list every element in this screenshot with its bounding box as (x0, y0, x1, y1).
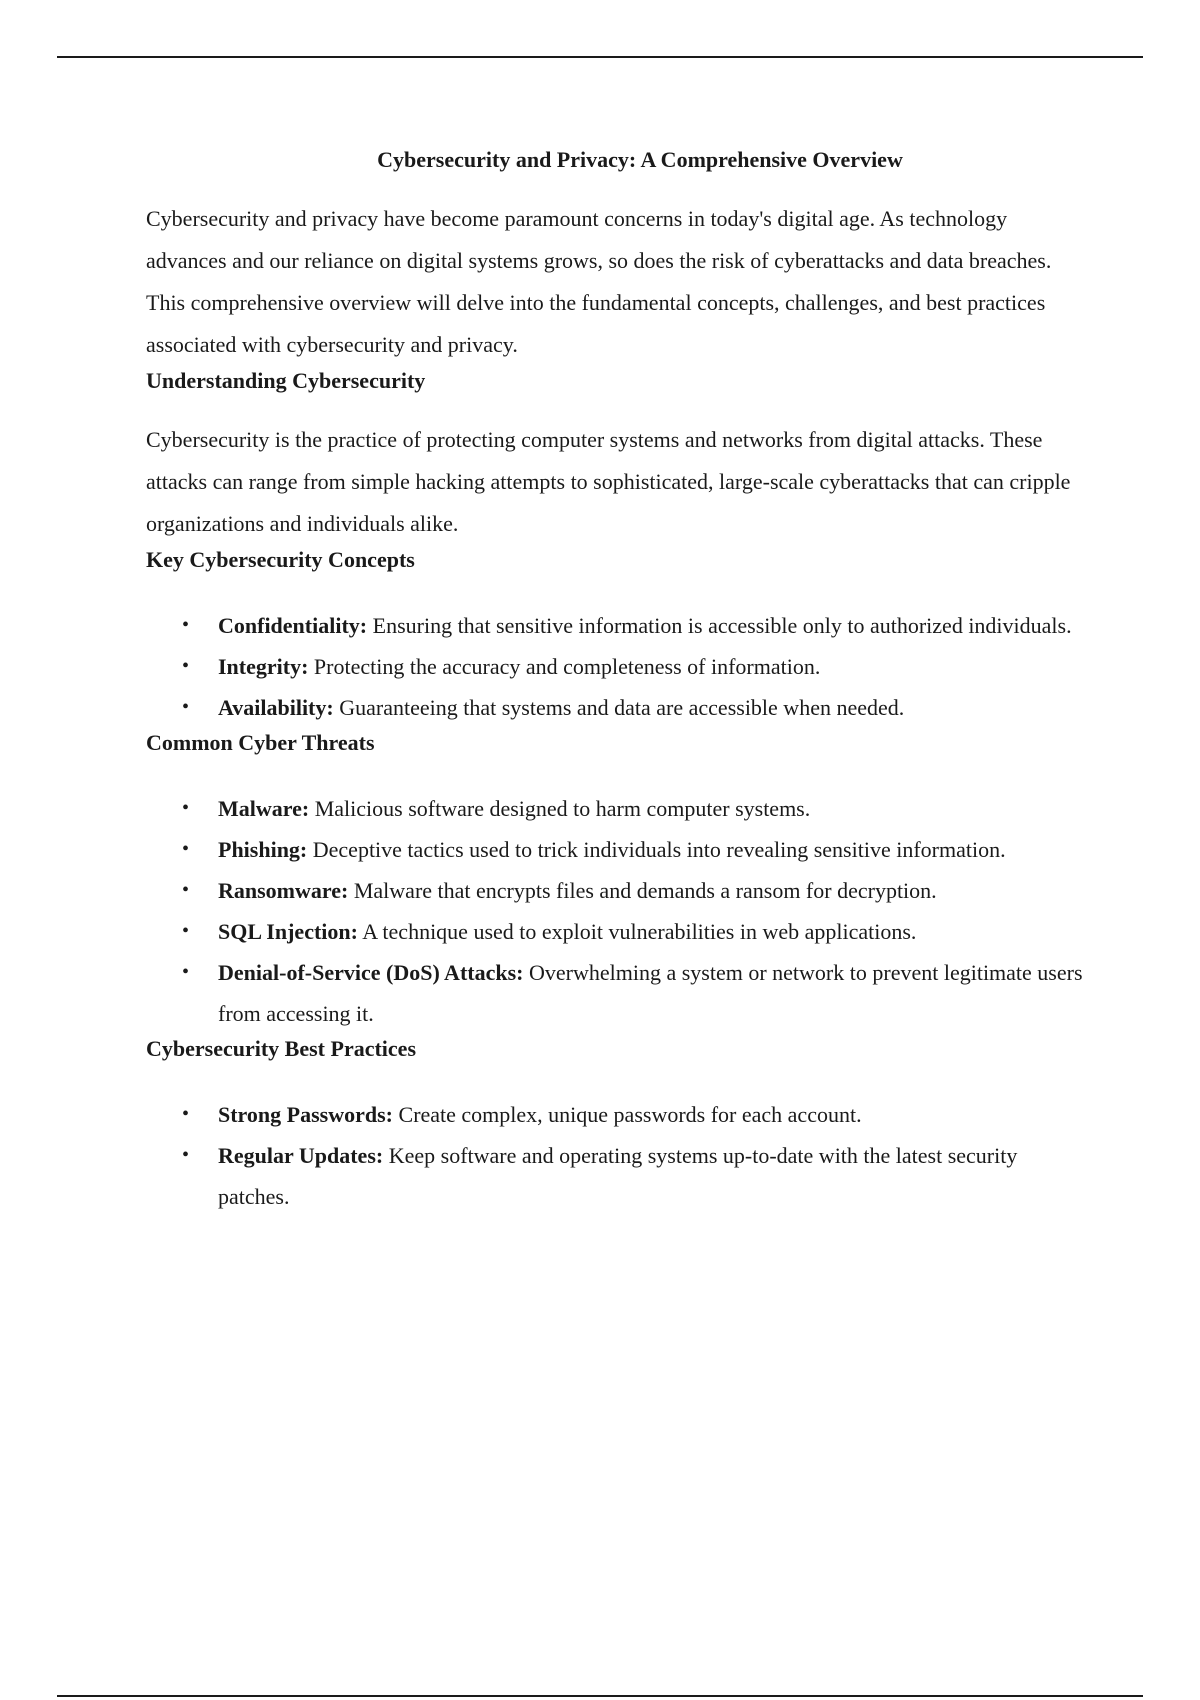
list-item (146, 911, 1086, 952)
bullet-icon: • (182, 696, 190, 718)
list-item (146, 870, 1086, 911)
document-body (146, 145, 1086, 1217)
document-title: Cybersecurity and Privacy: A Comprehensive Overview (377, 147, 903, 172)
list-item-desc: Malware that encrypts files and demands a ransom for decryption. (348, 878, 937, 903)
threats-list (146, 788, 1086, 1034)
concepts-list (146, 605, 1086, 728)
list-item-term: Availability: (218, 695, 334, 720)
list-item-desc: Malicious software designed to harm computer systems. (309, 796, 811, 821)
list-item-term: Confidentiality: (218, 613, 368, 638)
section-heading-practices: Cybersecurity Best Practices (146, 1036, 417, 1061)
list-item (146, 1135, 1086, 1217)
bullet-icon: • (182, 614, 190, 636)
bullet-icon: • (182, 879, 190, 901)
list-item-term: Regular Updates: (218, 1143, 384, 1168)
list-item-term: Integrity: (218, 654, 309, 679)
list-item-desc: Deceptive tactics used to trick individuals into revealing sensitive information. (307, 837, 1006, 862)
list-item-term: Malware: (218, 796, 310, 821)
bullet-icon: • (182, 797, 190, 819)
list-item (146, 646, 1086, 687)
understanding-paragraph: Cybersecurity is the practice of protecting computer systems and networks from digital attacks. These attacks can range from simple hacking attempts to sophisticated, large-scale cyberattacks that can cripple organizations and individuals alike. (146, 427, 1071, 536)
list-item-desc: Ensuring that sensitive information is accessible only to authorized individuals. (367, 613, 1072, 638)
list-item-desc: A technique used to exploit vulnerabilities in web applications. (357, 919, 917, 944)
bullet-icon: • (182, 838, 190, 860)
list-item-term: SQL Injection: (218, 919, 358, 944)
bullet-icon: • (182, 1103, 190, 1125)
footer-rule (57, 1695, 1143, 1697)
intro-paragraph: Cybersecurity and privacy have become paramount concerns in today's digital age. As technology advances and our reliance on digital systems grows, so does the risk of cyberattacks and data breaches. This comprehensive overview will delve into the fundamental concepts, challenges, and best practices associated with cybersecurity and privacy. (146, 206, 1052, 357)
list-item-term: Ransomware: (218, 878, 349, 903)
list-item-desc: Create complex, unique passwords for each account. (393, 1102, 862, 1127)
list-item-desc: Guaranteeing that systems and data are accessible when needed. (333, 695, 905, 720)
list-item-term: Strong Passwords: (218, 1102, 394, 1127)
list-item (146, 788, 1086, 829)
list-item-term: Denial-of-Service (DoS) Attacks: (218, 960, 524, 985)
list-item-desc: Keep software and operating systems up-to-date with the latest security patches. (218, 1143, 1018, 1209)
bullet-icon: • (182, 961, 190, 983)
bullet-icon: • (182, 1144, 190, 1166)
list-item (146, 687, 1086, 728)
list-item-term: Phishing: (218, 837, 308, 862)
list-item (146, 952, 1086, 1034)
section-heading-threats: Common Cyber Threats (146, 730, 375, 755)
bullet-icon: • (182, 920, 190, 942)
section-heading-understanding: Understanding Cybersecurity (146, 368, 426, 393)
list-item (146, 829, 1086, 870)
practices-list (146, 1094, 1086, 1217)
list-item-desc: Overwhelming a system or network to prevent legitimate users from accessing it. (218, 960, 1083, 1026)
list-item-desc: Protecting the accuracy and completeness of information. (308, 654, 821, 679)
bullet-icon: • (182, 655, 190, 677)
list-item (146, 605, 1086, 646)
section-heading-concepts: Key Cybersecurity Concepts (146, 547, 415, 572)
header-rule (57, 56, 1143, 58)
list-item (146, 1094, 1086, 1135)
